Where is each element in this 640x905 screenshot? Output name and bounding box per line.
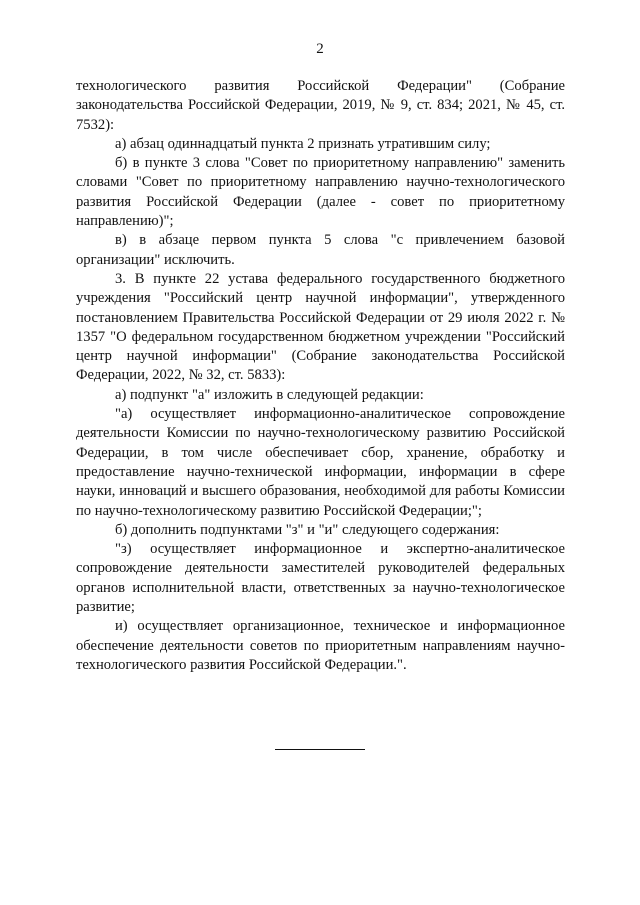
paragraph-quoted-subitem-a: "а) осуществляет информационно-аналитическое сопровождение деятельности Комиссии по научно-технологическому развитию Российской Федерации, в том числе обеспечивает сбор, хранение, обработку и предоставление научно-технической информации, информации в сфере науки, инноваций и высшего образования, необходимой для работы Комиссии по научно-технологическому развитию Российской Федерации;"; <box>76 406 565 519</box>
end-of-document-line <box>275 749 365 750</box>
paragraph-continuation: технологического развития Российской Федерации" (Собрание законодательства Российской Федерации, 2019, № 9, ст. 834; 2021, № 45, ст. 7532): <box>76 78 565 133</box>
paragraph-section-3: 3. В пункте 22 устава федерального государственного бюджетного учреждения "Российский центр научной информации", утвержденного постановлением Правительства Российской Федерации от 29 июля 2022 г. № 1357 "О федеральном государственном бюджетном учреждении "Российский центр научной информации" (Собрание законодательства Российской Федерации, 2022, № 32, ст. 5833): <box>76 270 565 384</box>
paragraph-section-3-item-b: б) дополнить подпунктами "з" и "и" следующего содержания: <box>115 521 500 538</box>
paragraph-item-a-clause-2: а) абзац одиннадцатый пункта 2 признать утратившим силу; <box>115 135 491 152</box>
paragraph-item-v-clause-5: в) в абзаце первом пункта 5 слова "с привлечением базовой организации" исключить. <box>76 232 565 268</box>
paragraph-quoted-subitem-i: и) осуществляет организационное, техническое и информационное обеспечение деятельности советов по приоритетным направлениям научно-технологического развития Российской Федерации.". <box>76 618 565 673</box>
paragraph-section-3-item-a: а) подпункт "а" изложить в следующей редакции: <box>115 386 424 403</box>
document-body <box>76 77 565 675</box>
paragraph-quoted-subitem-z: "з) осуществляет информационное и экспертно-аналитическое сопровождение деятельности заместителей руководителей федеральных органов исполнительной власти, ответственных за научно-технологическое развитие; <box>76 541 565 616</box>
paragraph-item-b-clause-3: б) в пункте 3 слова "Совет по приоритетному направлению" заменить словами "Совет по приоритетному направлению научно-технологического развития Российской Федерации (далее - совет по приоритетному направлению)"; <box>76 155 565 230</box>
page-number: 2 <box>316 41 324 57</box>
